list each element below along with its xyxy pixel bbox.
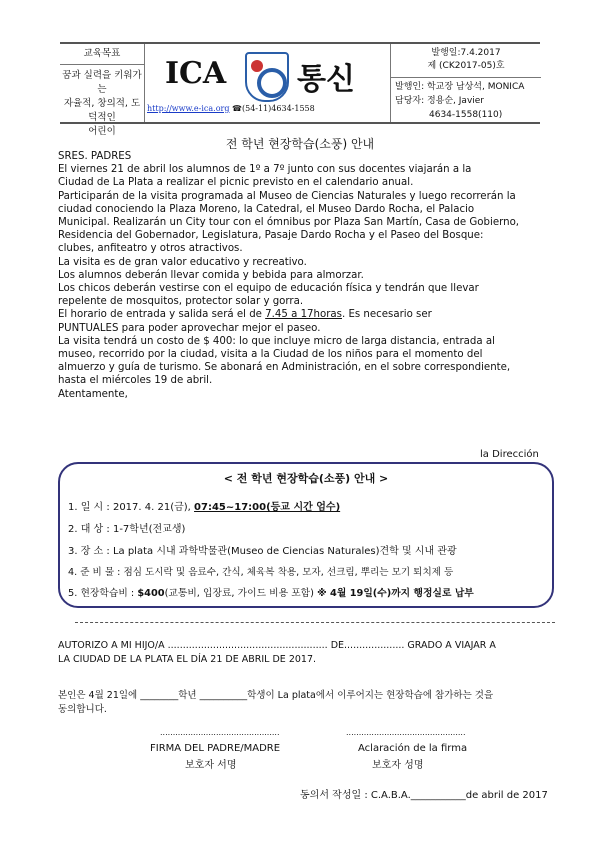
letter-line: Atentamente, — [58, 388, 128, 400]
authorize-line: LA CIUDAD DE LA PLATA EL DÍA 21 DE ABRIL DE 2017. — [58, 654, 317, 665]
authorize-line: AUTORIZO A MI HIJO/A ..................................................... DE.................... GRADO A VIAJAR A — [58, 640, 496, 651]
consent-date: 동의서 작성일 : C.A.B.A.___________de abril de 2017 — [300, 790, 548, 801]
goal-line: 어린이 — [88, 126, 116, 137]
letter-line: museo, recorrido por la ciudad, visita a la Ciudad de los niños para el momento del — [58, 349, 483, 361]
letter-line: clubes, anfiteatro y otros atractivos. — [58, 243, 243, 255]
masthead — [145, 44, 389, 122]
letter-line: La visita tendrá un costo de $ 400: lo que incluye micro de larga distancia, entrada al — [58, 335, 495, 347]
name-label-es: Aclaración de la firma — [358, 743, 468, 754]
letter-line: La visita es de gran valor educativo y recreativo. — [58, 256, 307, 268]
notice-item: 3. 장 소 : La plata 시내 과학박물관(Museo de Ciencias Naturales)견학 및 시내 관광 — [68, 546, 457, 557]
contact: 담당자: 정용순, Javier — [395, 96, 485, 106]
letter-line — [58, 308, 558, 321]
contact-phone: 4634-1558(110) — [429, 110, 503, 120]
letter-line: hasta el miércoles 19 de abril. — [58, 375, 213, 387]
schedule-time: 7.45 a 17horas — [265, 309, 342, 321]
letter-line: Los chicos deberán vestirse con el equipo de educación física y tendrán que llevar — [58, 283, 479, 295]
goal-line: 꿈과 실력을 키워가는 — [62, 70, 142, 95]
name-label-ko: 보호자 성명 — [372, 760, 424, 771]
newsletter-title: 통신 — [297, 62, 355, 97]
notice-box — [58, 462, 554, 608]
website-link[interactable]: http://www.e-ica.org — [147, 104, 230, 113]
notice-item: 2. 대 상 : 1-7학년(전교생) — [68, 524, 186, 535]
consent-line: 본인은 4월 21일에 ________학년 __________학생이 La plata에서 이루어지는 현장학습에 참가하는 것을 — [58, 690, 494, 701]
schedule-intro: El horario de entrada y salida será el de — [58, 309, 266, 321]
issue-date: 발행일:7.4.2017 — [431, 48, 501, 58]
school-logo-icon — [245, 52, 289, 102]
education-goal-cell — [60, 44, 145, 137]
name-line[interactable]: ............................................... — [346, 728, 466, 737]
letter-line: El viernes 21 de abril los alumnos de 1º a 7º junto con sus docentes viajarán a la — [58, 164, 472, 176]
schedule-after: . Es necesario ser — [341, 309, 432, 321]
signature-label-ko: 보호자 서명 — [185, 760, 237, 771]
issue-number: 제 (CK2017-05)호 — [427, 61, 505, 71]
signature-label-es: FIRMA DEL PADRE/MADRE — [150, 743, 281, 754]
notice-item: 5. 현장학습비 : $400(교통비, 입장료, 가이드 비용 포함) ※ 4월 19일(수)까지 행정실로 납부 — [68, 588, 474, 599]
goal-label: 교육목표 — [60, 44, 144, 65]
consent-line: 동의합니다. — [58, 704, 107, 715]
publisher: 발행인: 학교장 남상석, MONICA — [395, 82, 525, 92]
issue-info-cell — [390, 44, 541, 122]
letter-line: almuerzo y guía de turismo. Se abonará en Administración, en el sobre correspondiente, — [58, 362, 511, 374]
letter-line: repelente de mosquitos, protector solar y gorra. — [58, 296, 304, 308]
letter-line: Los alumnos deberán llevar comida y bebida para almorzar. — [58, 269, 364, 281]
letter-line: Participarán de la visita programada al Museo de Ciencias Naturales y luego recorrerán la — [58, 190, 516, 202]
letter-line: Municipal. Realizarán un City tour con el ómnibus por Plaza San Martín, Casa de Gobierno, — [58, 217, 520, 229]
header-table — [60, 42, 540, 137]
goal-line: 자율적, 창의적, 도덕적인 — [63, 98, 141, 123]
signature-line[interactable]: ............................................... — [160, 728, 280, 737]
logo-text: ICA — [165, 56, 227, 91]
notice-item: 1. 일 시 : 2017. 4. 21(금), 07:45~17:00(등교 시간 엄수) — [68, 502, 341, 513]
page-title: 전 학년 현장학습(소풍) 안내 — [225, 137, 375, 151]
letter-line: ciudad conociendo la Plaza Moreno, la Catedral, el Museo Dardo Rocha, el Palacio — [58, 203, 475, 215]
phone: ☎(54-11)4634-1558 — [232, 104, 315, 113]
notice-title: < 전 학년 현장학습(소풍) 안내 > — [223, 472, 389, 485]
cut-line — [75, 622, 555, 623]
letter-line: SRES. PADRES — [58, 151, 132, 162]
notice-item: 4. 준 비 물 : 점심 도시락 및 음료수, 간식, 체육복 착용, 모자, 선크림, 뿌리는 모기 퇴치제 등 — [68, 567, 454, 578]
letter-body — [58, 150, 558, 401]
letter-line: PUNTUALES para poder aprovechar mejor el paseo. — [58, 322, 321, 334]
letter-line: Ciudad de La Plata a realizar el picnic previsto en el calendario anual. — [58, 177, 414, 189]
letter-line: Residencia del Gobernador, Legislatura, Pasaje Dardo Rocha y el Paseo del Bosque: — [58, 230, 484, 242]
signoff: la Dirección — [480, 449, 539, 460]
